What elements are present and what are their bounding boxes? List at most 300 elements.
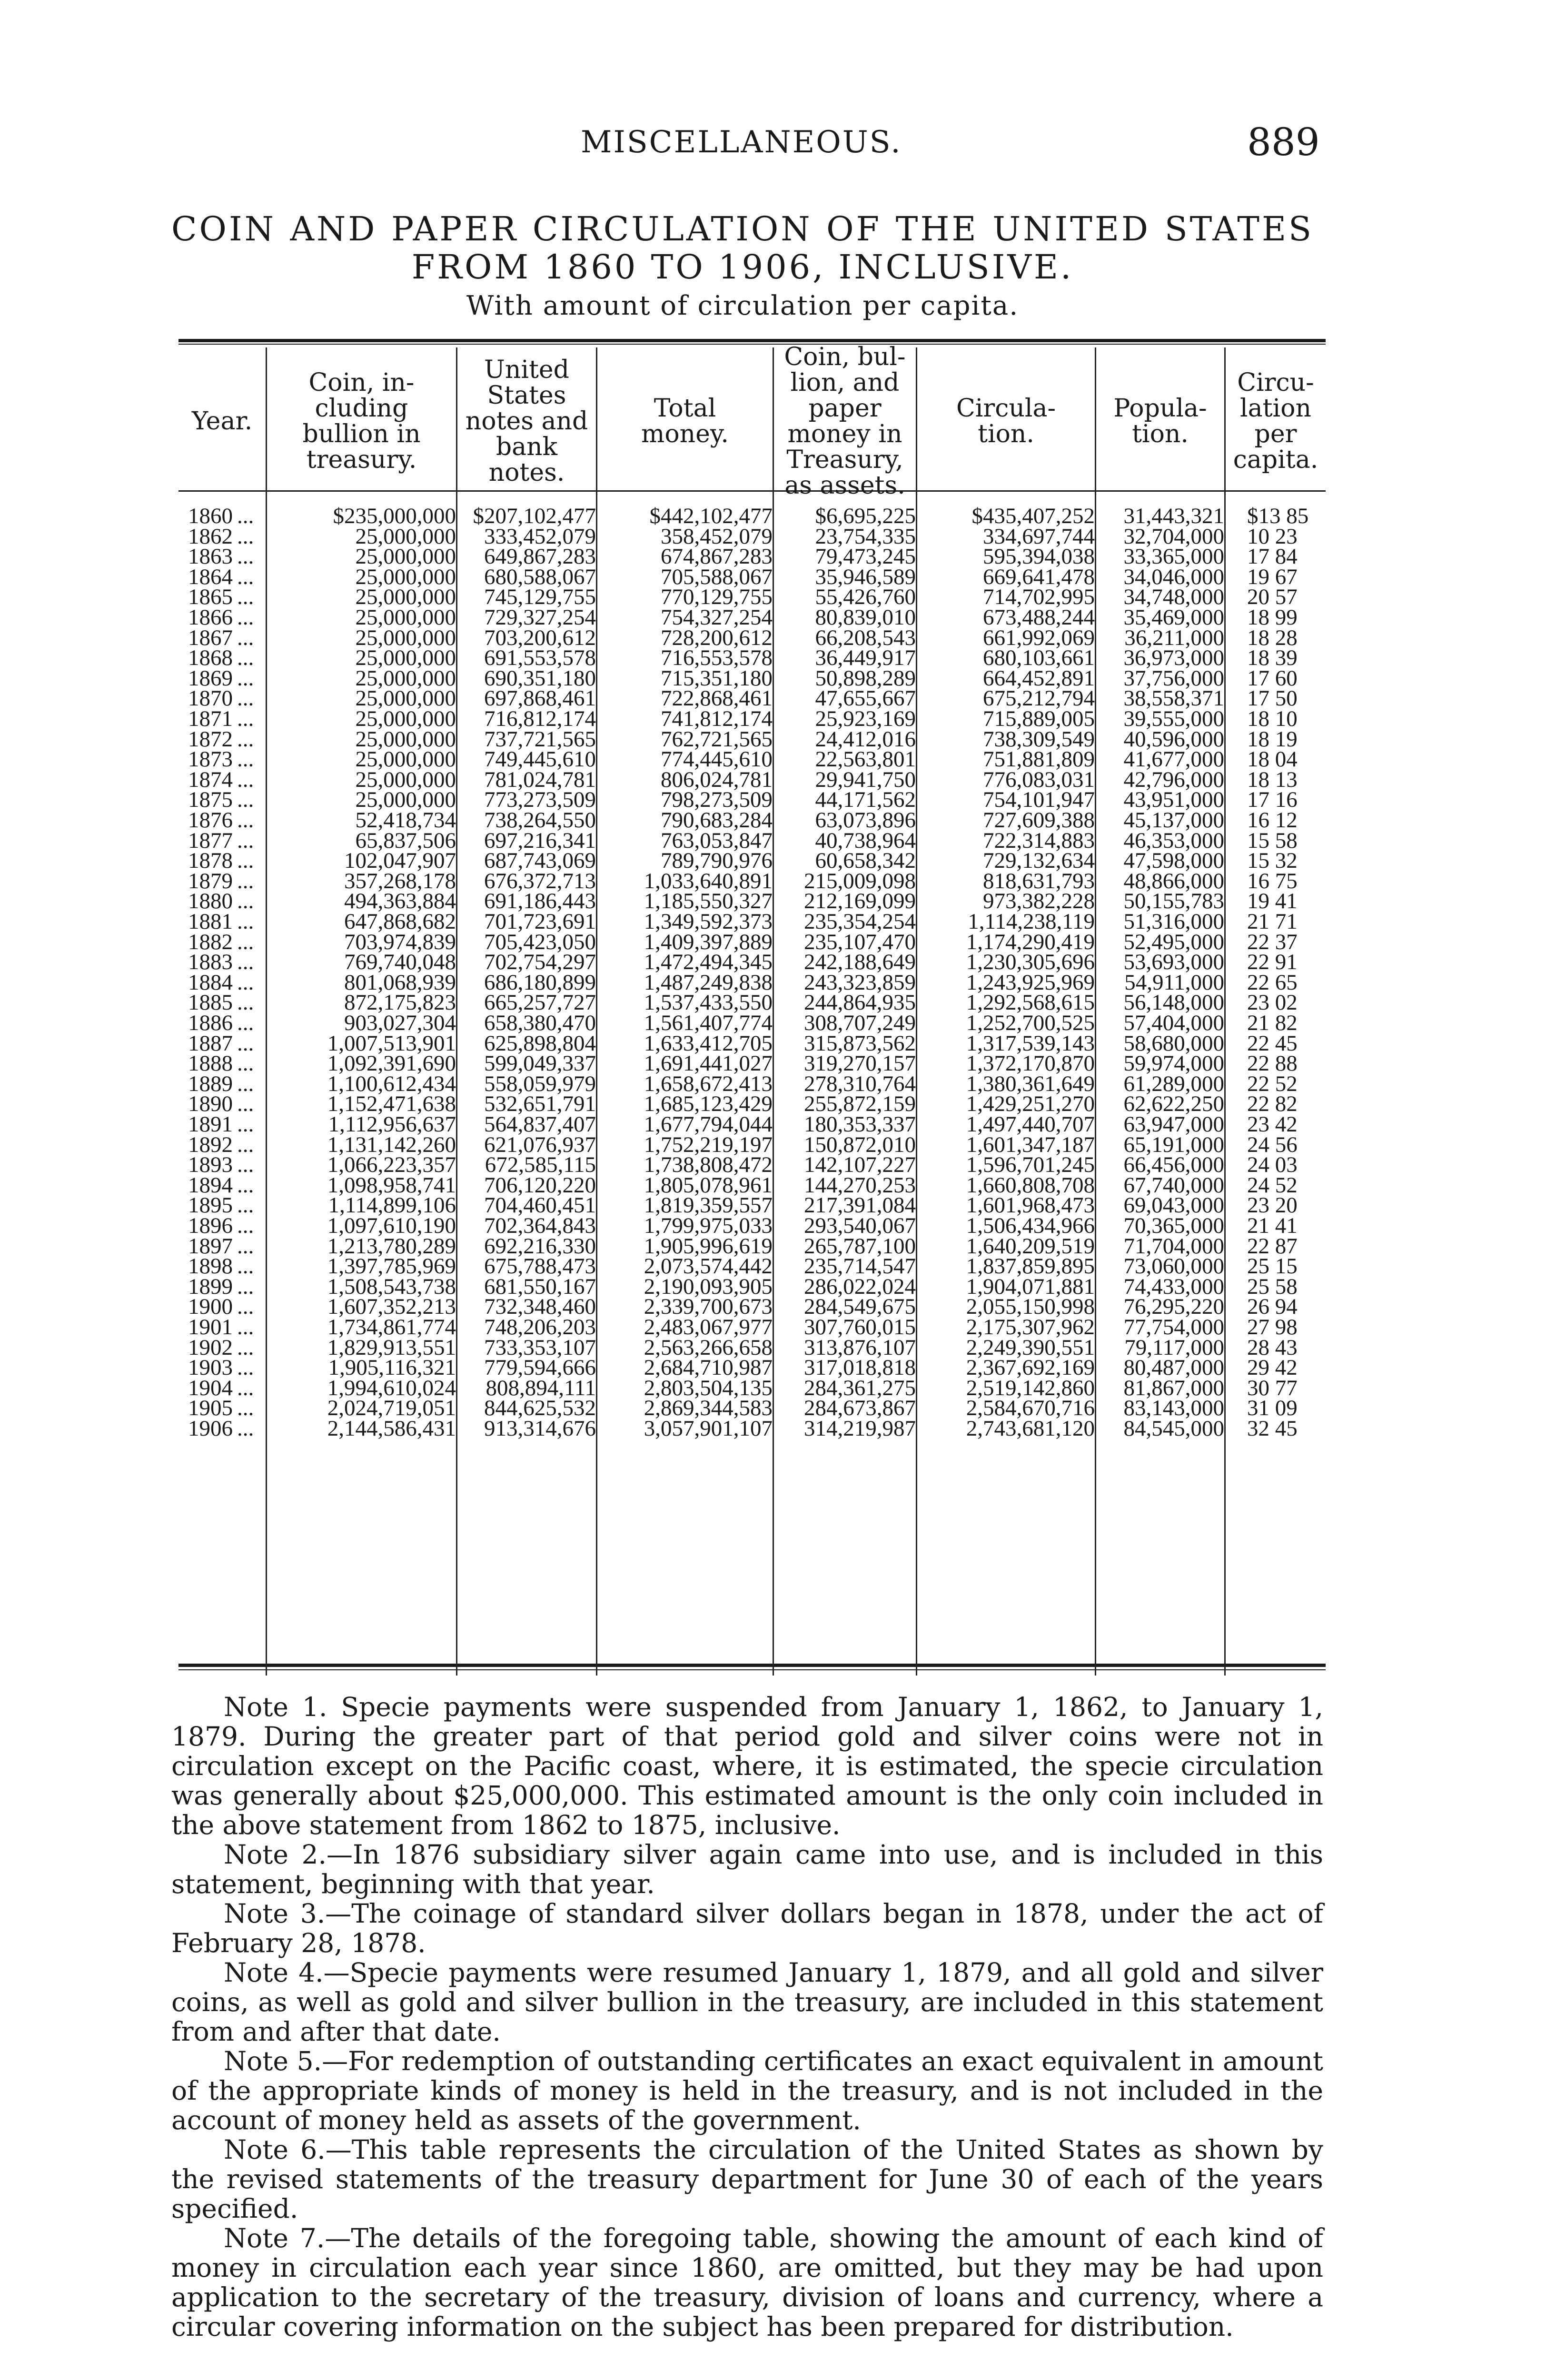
leader-dots: ... xyxy=(237,1294,254,1319)
cell-total: 1,409,397,889 xyxy=(644,929,773,954)
cell-population: 50,155,783 xyxy=(1123,889,1224,914)
cell-circulation: 1,904,071,881 xyxy=(966,1274,1095,1299)
cell-treasury: 144,270,253 xyxy=(804,1172,916,1198)
table-bottom-rule-thin xyxy=(178,1669,1326,1670)
cell-treasury: 235,714,547 xyxy=(804,1254,916,1279)
cell-notes: 703,200,612 xyxy=(484,625,596,650)
table-row xyxy=(0,607,1546,628)
cell-circulation: 675,212,794 xyxy=(983,686,1095,711)
cell-treasury: 79,473,245 xyxy=(815,544,916,569)
cell-year: 1898 xyxy=(188,1254,233,1279)
cell-per-capita: 18 10 xyxy=(1247,706,1298,731)
cell-total: 798,273,509 xyxy=(661,787,773,813)
cell-year: 1887 xyxy=(188,1031,233,1056)
cell-population: 34,046,000 xyxy=(1123,564,1224,589)
cell-circulation: 673,488,244 xyxy=(983,605,1095,630)
cell-population: 34,748,000 xyxy=(1123,585,1224,610)
cell-treasury: 319,270,157 xyxy=(804,1051,916,1076)
cell-notes: 333,452,079 xyxy=(484,524,596,549)
cell-per-capita: 22 65 xyxy=(1247,970,1298,995)
leader-dots: ... xyxy=(237,1071,254,1096)
cell-total: 2,073,574,442 xyxy=(644,1254,773,1279)
leader-dots: ... xyxy=(237,645,254,671)
cell-population: 47,598,000 xyxy=(1123,848,1224,873)
leader-dots: ... xyxy=(237,524,254,549)
cell-coin: 1,607,352,213 xyxy=(327,1294,456,1319)
header-line: notes. xyxy=(488,458,565,487)
header-line: Coin, in- xyxy=(308,368,415,397)
cell-coin: 25,000,000 xyxy=(355,726,456,752)
header-line: paper xyxy=(808,394,882,423)
table-row xyxy=(0,929,1546,954)
leader-dots: ... xyxy=(237,544,254,569)
table-row xyxy=(0,1091,1546,1117)
cell-notes: 729,327,254 xyxy=(484,605,596,630)
cell-coin: 25,000,000 xyxy=(355,686,456,711)
cell-population: 42,796,000 xyxy=(1123,767,1224,792)
cell-circulation: 1,372,170,870 xyxy=(966,1051,1095,1076)
cell-coin: 52,418,734 xyxy=(355,808,456,833)
cell-treasury: 314,219,987 xyxy=(804,1416,916,1441)
table-row xyxy=(0,645,1546,671)
leader-dots: ... xyxy=(237,990,254,1015)
header-line: money in xyxy=(787,420,902,448)
cell-year: 1874 xyxy=(188,767,233,792)
cell-year: 1889 xyxy=(188,1071,233,1096)
cell-coin: 25,000,000 xyxy=(355,564,456,589)
cell-coin: 1,097,610,190 xyxy=(327,1213,456,1238)
cell-population: 79,117,000 xyxy=(1124,1335,1224,1360)
header-line: Year. xyxy=(191,407,253,436)
footnote-2: Note 2.—In 1876 subsidiary silver again came into use, and is included in this statement, beginning with that year. xyxy=(171,1839,1323,1899)
leader-dots: ... xyxy=(237,747,254,772)
cell-year: 1864 xyxy=(188,564,233,589)
cell-year: 1899 xyxy=(188,1274,233,1299)
cell-notes: 732,348,460 xyxy=(484,1294,596,1319)
cell-year: 1886 xyxy=(188,1011,233,1035)
table-row xyxy=(0,1013,1546,1033)
cell-year: 1871 xyxy=(188,706,233,731)
table-row xyxy=(0,1418,1546,1439)
cell-total: $442,102,477 xyxy=(649,504,773,528)
cell-population: 59,974,000 xyxy=(1123,1051,1224,1076)
cell-per-capita: 31 09 xyxy=(1247,1396,1298,1421)
table-row xyxy=(0,1233,1546,1259)
cell-treasury: 242,188,649 xyxy=(804,950,916,975)
cell-year: 1906 xyxy=(188,1416,233,1441)
cell-per-capita: 22 91 xyxy=(1247,950,1298,975)
page-number: 889 xyxy=(1247,120,1320,164)
cell-total: 2,190,093,905 xyxy=(644,1274,773,1299)
cell-population: 57,404,000 xyxy=(1123,1011,1224,1035)
cell-treasury: 284,361,275 xyxy=(804,1375,916,1400)
cell-total: 358,452,079 xyxy=(661,524,773,549)
table-top-rule-thin xyxy=(178,344,1326,345)
cell-per-capita: $13 85 xyxy=(1247,504,1309,528)
leader-dots: ... xyxy=(237,868,254,893)
cell-coin: 25,000,000 xyxy=(355,767,456,792)
header-line: bullion in xyxy=(302,420,421,448)
cell-circulation: 1,380,361,649 xyxy=(966,1071,1095,1096)
cell-population: 31,443,321 xyxy=(1123,504,1224,528)
cell-per-capita: 24 52 xyxy=(1247,1172,1298,1198)
cell-treasury: 47,655,667 xyxy=(815,686,916,711)
cell-notes: 558,059,979 xyxy=(484,1071,596,1096)
leader-dots: ... xyxy=(237,1416,254,1441)
cell-circulation: 595,394,038 xyxy=(983,544,1095,569)
cell-notes: 913,314,676 xyxy=(484,1416,596,1441)
cell-circulation: 2,367,692,169 xyxy=(966,1355,1095,1380)
table-row xyxy=(0,1355,1546,1380)
header-coin xyxy=(267,353,456,489)
cell-coin: 872,175,823 xyxy=(344,990,456,1015)
cell-coin: 25,000,000 xyxy=(355,665,456,691)
table-row xyxy=(0,625,1546,650)
header-line: money. xyxy=(641,420,729,448)
leader-dots: ... xyxy=(237,1051,254,1076)
cell-treasury: 22,563,801 xyxy=(815,747,916,772)
header-line: per xyxy=(1254,420,1297,448)
leader-dots: ... xyxy=(237,1274,254,1299)
cell-population: 76,295,220 xyxy=(1123,1294,1224,1319)
header-line: United xyxy=(484,356,569,384)
leader-dots: ... xyxy=(237,1011,254,1035)
leader-dots: ... xyxy=(237,605,254,630)
header-line: States xyxy=(487,381,566,410)
leader-dots: ... xyxy=(237,706,254,731)
cell-year: 1881 xyxy=(188,909,233,934)
cell-notes: 705,423,050 xyxy=(484,929,596,954)
cell-total: 806,024,781 xyxy=(661,767,773,792)
cell-coin: 1,112,956,637 xyxy=(328,1112,456,1137)
cell-treasury: 36,449,917 xyxy=(815,645,916,671)
table-row xyxy=(0,828,1546,853)
cell-circulation: 738,309,549 xyxy=(983,726,1095,752)
cell-population: 70,365,000 xyxy=(1123,1213,1224,1238)
leader-dots: ... xyxy=(237,1172,254,1198)
leader-dots: ... xyxy=(237,1152,254,1178)
leader-dots: ... xyxy=(237,686,254,711)
table-row xyxy=(0,1152,1546,1178)
cell-notes: $207,102,477 xyxy=(473,504,596,528)
cell-circulation: 1,660,808,708 xyxy=(966,1172,1095,1198)
table-row xyxy=(0,726,1546,752)
cell-total: 1,685,123,429 xyxy=(644,1091,773,1117)
leader-dots: ... xyxy=(237,1375,254,1400)
cell-per-capita: 22 37 xyxy=(1247,929,1298,954)
cell-notes: 808,894,111 xyxy=(486,1375,596,1400)
cell-notes: 658,380,470 xyxy=(484,1011,596,1035)
cell-coin: 494,363,884 xyxy=(344,889,456,914)
cell-population: 61,289,000 xyxy=(1123,1071,1224,1096)
cell-notes: 733,353,107 xyxy=(484,1335,596,1360)
leader-dots: ... xyxy=(237,1396,254,1421)
cell-total: 770,129,755 xyxy=(661,585,773,610)
cell-circulation: 1,601,968,473 xyxy=(966,1193,1095,1218)
cell-total: 705,588,067 xyxy=(661,564,773,589)
cell-total: 3,057,901,107 xyxy=(644,1416,773,1441)
cell-coin: 25,000,000 xyxy=(355,605,456,630)
cell-per-capita: 16 12 xyxy=(1247,808,1298,833)
cell-per-capita: 18 19 xyxy=(1247,726,1298,752)
leader-dots: ... xyxy=(237,1132,254,1157)
footnote-4: Note 4.—Specie payments were resumed January 1, 1879, and all gold and silver coins, as well as gold and silver bullion in the treasury, are included in this statement from and after that date. xyxy=(171,1957,1323,2047)
cell-year: 1894 xyxy=(188,1172,233,1198)
cell-total: 1,537,433,550 xyxy=(644,990,773,1015)
table-row xyxy=(0,1132,1546,1157)
cell-total: 715,351,180 xyxy=(661,665,773,691)
cell-notes: 706,120,220 xyxy=(484,1172,596,1198)
leader-dots: ... xyxy=(237,1091,254,1117)
cell-notes: 532,651,791 xyxy=(484,1091,596,1117)
table-row xyxy=(0,848,1546,873)
cell-circulation: 1,292,568,615 xyxy=(966,990,1095,1015)
leader-dots: ... xyxy=(237,665,254,691)
cell-treasury: 63,073,896 xyxy=(815,808,916,833)
cell-total: 1,633,412,705 xyxy=(644,1031,773,1056)
cell-coin: 1,829,913,551 xyxy=(327,1335,456,1360)
table-row xyxy=(0,972,1546,993)
cell-treasury: 217,391,084 xyxy=(804,1193,916,1218)
cell-coin: 2,144,586,431 xyxy=(327,1416,456,1441)
cell-circulation: 2,743,681,120 xyxy=(966,1416,1095,1441)
cell-total: 2,684,710,987 xyxy=(644,1355,773,1380)
cell-population: 41,677,000 xyxy=(1123,747,1224,772)
cell-population: 63,947,000 xyxy=(1123,1112,1224,1137)
table-row xyxy=(0,749,1546,770)
cell-population: 62,622,250 xyxy=(1123,1091,1224,1117)
cell-total: 1,472,494,345 xyxy=(644,950,773,975)
cell-treasury: 150,872,010 xyxy=(804,1132,916,1157)
leader-dots: ... xyxy=(237,909,254,934)
cell-per-capita: 21 82 xyxy=(1247,1011,1298,1035)
cell-circulation: 754,101,947 xyxy=(983,787,1095,813)
cell-population: 84,545,000 xyxy=(1123,1416,1224,1441)
cell-coin: 25,000,000 xyxy=(355,585,456,610)
cell-per-capita: 28 43 xyxy=(1247,1335,1298,1360)
cell-treasury: 80,839,010 xyxy=(815,605,916,630)
cell-treasury: 50,898,289 xyxy=(815,665,916,691)
cell-year: 1879 xyxy=(188,868,233,893)
cell-total: 1,487,249,838 xyxy=(644,970,773,995)
cell-population: 52,495,000 xyxy=(1123,929,1224,954)
leader-dots: ... xyxy=(237,828,254,853)
header-line: Popula- xyxy=(1113,394,1207,423)
cell-treasury: 307,760,015 xyxy=(804,1315,916,1339)
cell-notes: 781,024,781 xyxy=(484,767,596,792)
cell-circulation: $435,407,252 xyxy=(971,504,1095,528)
cell-total: 2,869,344,583 xyxy=(644,1396,773,1421)
cell-population: 51,316,000 xyxy=(1123,909,1224,934)
leader-dots: ... xyxy=(237,625,254,650)
cell-per-capita: 20 57 xyxy=(1247,585,1298,610)
cell-per-capita: 15 32 xyxy=(1247,848,1298,873)
cell-treasury: 284,549,675 xyxy=(804,1294,916,1319)
cell-year: 1862 xyxy=(188,524,233,549)
cell-treasury: 142,107,227 xyxy=(804,1152,916,1178)
cell-total: 789,790,976 xyxy=(661,848,773,873)
cell-population: 58,680,000 xyxy=(1123,1031,1224,1056)
cell-treasury: 35,946,589 xyxy=(815,564,916,589)
cell-year: 1890 xyxy=(188,1091,233,1117)
cell-circulation: 715,889,005 xyxy=(983,706,1095,731)
table-row xyxy=(0,1172,1546,1198)
cell-circulation: 1,174,290,419 xyxy=(966,929,1095,954)
cell-total: 774,445,610 xyxy=(661,747,773,772)
cell-per-capita: 24 03 xyxy=(1247,1152,1298,1178)
cell-per-capita: 26 94 xyxy=(1247,1294,1298,1319)
cell-per-capita: 17 16 xyxy=(1247,787,1298,813)
cell-year: 1865 xyxy=(188,585,233,610)
leader-dots: ... xyxy=(237,564,254,589)
cell-per-capita: 23 20 xyxy=(1247,1193,1298,1218)
cell-per-capita: 18 04 xyxy=(1247,747,1298,772)
cell-total: 1,677,794,044 xyxy=(644,1112,773,1137)
cell-notes: 681,550,167 xyxy=(484,1274,596,1299)
cell-total: 1,033,640,891 xyxy=(644,868,773,893)
table-row xyxy=(0,688,1546,709)
cell-treasury: 286,022,024 xyxy=(804,1274,916,1299)
table-top-rule xyxy=(178,339,1326,342)
table-row xyxy=(0,1294,1546,1319)
cell-circulation: 1,230,305,696 xyxy=(966,950,1095,975)
cell-treasury: 180,353,337 xyxy=(804,1112,916,1137)
cell-coin: 647,868,682 xyxy=(344,909,456,934)
footnote-6: Note 6.—This table represents the circulation of the United States as shown by the revised statements of the treasury department for June 30 of each of the years specified. xyxy=(171,2134,1323,2224)
cell-population: 38,558,371 xyxy=(1123,686,1224,711)
header-line: tion. xyxy=(978,420,1034,448)
leader-dots: ... xyxy=(237,889,254,914)
cell-notes: 701,723,691 xyxy=(484,909,596,934)
leader-dots: ... xyxy=(237,929,254,954)
table-row xyxy=(0,1033,1546,1054)
cell-year: 1885 xyxy=(188,990,233,1015)
cell-coin: 65,837,506 xyxy=(355,828,456,853)
cell-population: 74,433,000 xyxy=(1123,1274,1224,1299)
cell-population: 69,043,000 xyxy=(1123,1193,1224,1218)
cell-circulation: 2,249,390,551 xyxy=(966,1335,1095,1360)
table-row xyxy=(0,891,1546,912)
cell-population: 39,555,000 xyxy=(1123,706,1224,731)
cell-population: 66,456,000 xyxy=(1123,1152,1224,1178)
cell-circulation: 661,992,069 xyxy=(983,625,1095,650)
cell-notes: 691,553,578 xyxy=(484,645,596,671)
cell-notes: 687,743,069 xyxy=(484,848,596,873)
cell-treasury: 66,208,543 xyxy=(815,625,916,650)
header-line: Circula- xyxy=(956,394,1056,423)
cell-total: 728,200,612 xyxy=(661,625,773,650)
table-row xyxy=(0,564,1546,589)
table-title-line-2: FROM 1860 TO 1906, INCLUSIVE. xyxy=(411,248,1074,287)
cell-total: 763,053,847 xyxy=(661,828,773,853)
cell-total: 2,563,266,658 xyxy=(644,1335,773,1360)
cell-circulation: 751,881,809 xyxy=(983,747,1095,772)
cell-per-capita: 23 02 xyxy=(1247,990,1298,1015)
table-row xyxy=(0,526,1546,547)
table-bottom-rule xyxy=(178,1664,1326,1667)
header-line: lation xyxy=(1240,394,1311,423)
cell-year: 1860 xyxy=(188,504,233,528)
cell-year: 1880 xyxy=(188,889,233,914)
cell-notes: 599,049,337 xyxy=(484,1051,596,1076)
cell-circulation: 1,317,539,143 xyxy=(966,1031,1095,1056)
cell-circulation: 1,497,440,707 xyxy=(966,1112,1095,1137)
table-row xyxy=(0,1256,1546,1277)
cell-population: 56,148,000 xyxy=(1123,990,1224,1015)
cell-year: 1896 xyxy=(188,1213,233,1238)
cell-notes: 697,868,461 xyxy=(484,686,596,711)
cell-coin: 1,007,513,901 xyxy=(327,1031,456,1056)
cell-population: 45,137,000 xyxy=(1123,808,1224,833)
cell-year: 1902 xyxy=(188,1335,233,1360)
table-row xyxy=(0,585,1546,610)
cell-notes: 779,594,666 xyxy=(484,1355,596,1380)
cell-total: 674,867,283 xyxy=(661,544,773,569)
cell-coin: 1,397,785,969 xyxy=(327,1254,456,1279)
leader-dots: ... xyxy=(237,950,254,975)
cell-population: 73,060,000 xyxy=(1123,1254,1224,1279)
cell-coin: 1,098,958,741 xyxy=(327,1172,456,1198)
cell-treasury: 284,673,867 xyxy=(804,1396,916,1421)
cell-circulation: 1,429,251,270 xyxy=(966,1091,1095,1117)
table-row xyxy=(0,546,1546,567)
cell-year: 1884 xyxy=(188,970,233,995)
cell-year: 1869 xyxy=(188,665,233,691)
cell-population: 65,191,000 xyxy=(1123,1132,1224,1157)
leader-dots: ... xyxy=(237,726,254,752)
cell-total: 741,812,174 xyxy=(661,706,773,731)
cell-year: 1893 xyxy=(188,1152,233,1178)
cell-coin: 102,047,907 xyxy=(344,848,456,873)
cell-year: 1900 xyxy=(188,1294,233,1319)
cell-notes: 649,867,283 xyxy=(484,544,596,569)
cell-circulation: 1,243,925,969 xyxy=(966,970,1095,995)
cell-notes: 686,180,899 xyxy=(484,970,596,995)
cell-total: 2,483,067,977 xyxy=(644,1315,773,1339)
cell-coin: 703,974,839 xyxy=(344,929,456,954)
cell-total: 722,868,461 xyxy=(661,686,773,711)
cell-per-capita: 25 15 xyxy=(1247,1254,1298,1279)
leader-dots: ... xyxy=(237,1233,254,1259)
cell-population: 53,693,000 xyxy=(1123,950,1224,975)
cell-coin: 1,508,543,738 xyxy=(327,1274,456,1299)
table-row xyxy=(0,1114,1546,1135)
cell-per-capita: 29 42 xyxy=(1247,1355,1298,1380)
cell-year: 1863 xyxy=(188,544,233,569)
cell-notes: 672,585,115 xyxy=(485,1152,596,1178)
cell-circulation: 680,103,661 xyxy=(983,645,1095,671)
leader-dots: ... xyxy=(237,1213,254,1238)
cell-circulation: 664,452,891 xyxy=(983,665,1095,691)
cell-notes: 704,460,451 xyxy=(484,1193,596,1218)
table-row xyxy=(0,1375,1546,1400)
cell-treasury: 308,707,249 xyxy=(804,1011,916,1035)
cell-coin: 1,905,116,321 xyxy=(328,1355,456,1380)
cell-per-capita: 21 41 xyxy=(1247,1213,1298,1238)
cell-population: 37,756,000 xyxy=(1123,665,1224,691)
cell-total: 1,349,592,373 xyxy=(644,909,773,934)
cell-coin: 357,268,178 xyxy=(344,868,456,893)
cell-circulation: 714,702,995 xyxy=(983,585,1095,610)
header-line: notes and xyxy=(465,407,588,436)
leader-dots: ... xyxy=(237,1335,254,1360)
leader-dots: ... xyxy=(237,585,254,610)
header-treasury xyxy=(774,343,916,500)
cell-per-capita: 17 60 xyxy=(1247,665,1298,691)
header-line: Circu- xyxy=(1237,368,1314,397)
cell-population: 32,704,000 xyxy=(1123,524,1224,549)
cell-year: 1883 xyxy=(188,950,233,975)
